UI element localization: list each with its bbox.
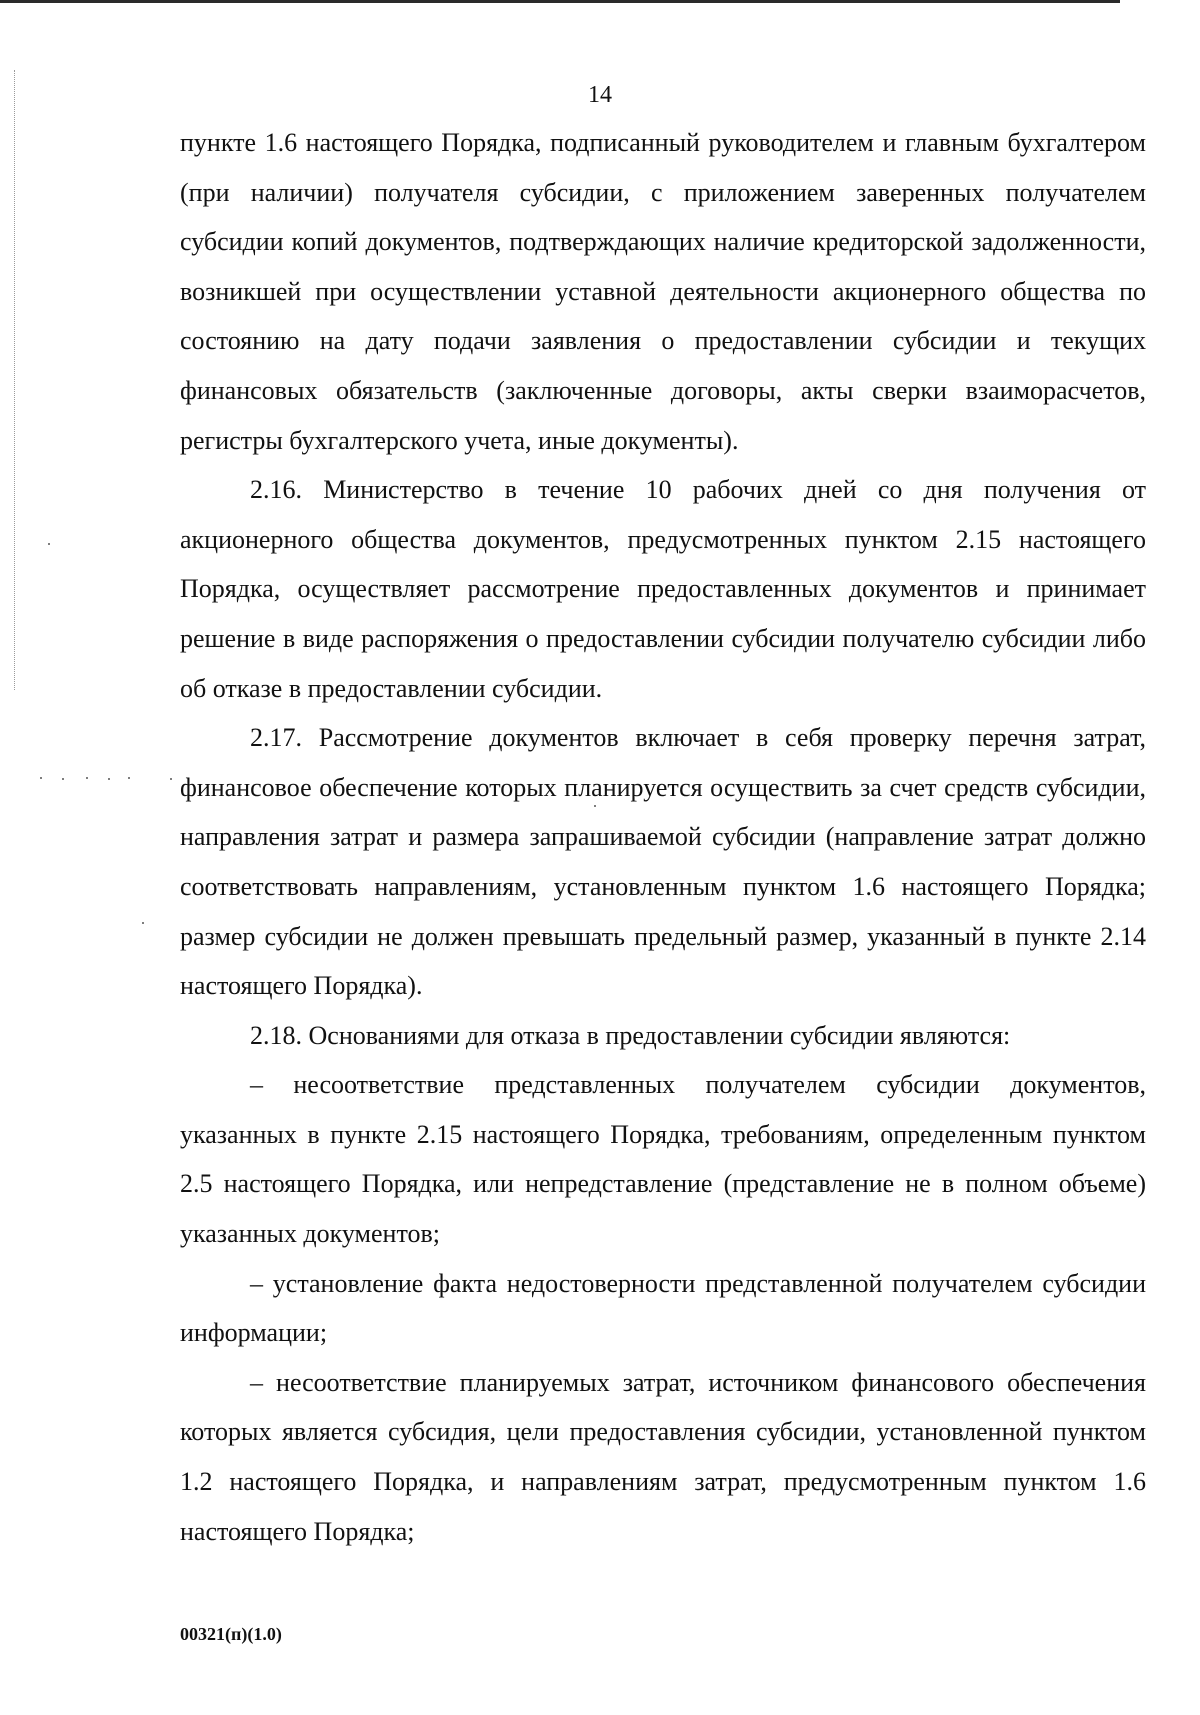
paragraph-2-17: 2.17. Рассмотрение документов включает в себя проверку перечня затрат, финансовое обеспечение которых планируется осуществить за счет средств субсидии, направления затрат и размера запрашиваемой субсидии (направление затрат должно соответствовать направлениям, установленным пунктом 1.6 настоящего Порядка; размер субсидии не должен превышать предельный размер, указанный в пункте 2.14 настоящего Порядка).: [180, 723, 1146, 1001]
paragraph-continuation: пункте 1.6 настоящего Порядка, подписанный руководителем и главным бухгалтером (при наличии) получателя субсидии, с приложением заверенных получателем субсидии копий документов, подтверждающих наличие кредиторской задолженности, возникшей при осуществлении уставной деятельности акционерного общества по состоянию на дату подачи заявления о предоставлении субсидии и текущих финансовых обязательств (заключенные договоры, акты сверки взаиморасчетов, регистры бухгалтерского учета, иные документы).: [180, 128, 1146, 455]
scan-top-border: [0, 0, 1120, 3]
scan-speck: [108, 778, 110, 780]
scan-speck: [86, 777, 88, 779]
document-body: [180, 118, 1146, 1556]
list-item-refusal-2: – установление факта недостоверности представленной получателем субсидии информации;: [180, 1268, 1146, 1348]
scan-speck: [128, 777, 130, 779]
scan-speck: [594, 805, 596, 807]
scan-speck: [170, 778, 172, 780]
scan-speck: [48, 543, 50, 545]
page-number: 14: [588, 82, 612, 108]
list-item-refusal-1: – несоответствие представленных получателем субсидии документов, указанных в пункте 2.15 настоящего Порядка, требованиям, определенным пунктом 2.5 настоящего Порядка, или непредставление (представление не в полном объеме) указанных документов;: [180, 1070, 1146, 1249]
paragraph-2-18: 2.18. Основаниями для отказа в предоставлении субсидии являются:: [250, 1020, 1011, 1050]
scan-speck: [40, 777, 42, 779]
document-code: 00321(п)(1.0): [180, 1624, 282, 1644]
scan-speck: [142, 922, 144, 924]
paragraph-2-16: 2.16. Министерство в течение 10 рабочих дней со дня получения от акционерного общества документов, предусмотренных пунктом 2.15 настоящего Порядка, осуществляет рассмотрение предоставленных документов и принимает решение в виде распоряжения о предоставлении субсидии получателю субсидии либо об отказе в предоставлении субсидии.: [180, 475, 1146, 703]
scan-left-edge: [14, 70, 16, 690]
scan-speck: [62, 778, 64, 780]
list-item-refusal-3: – несоответствие планируемых затрат, источником финансового обеспечения которых является субсидия, цели предоставления субсидии, установленной пунктом 1.2 настоящего Порядка, и направлениям затрат, предусмотренным пунктом 1.6 настоящего Порядка;: [180, 1367, 1146, 1546]
